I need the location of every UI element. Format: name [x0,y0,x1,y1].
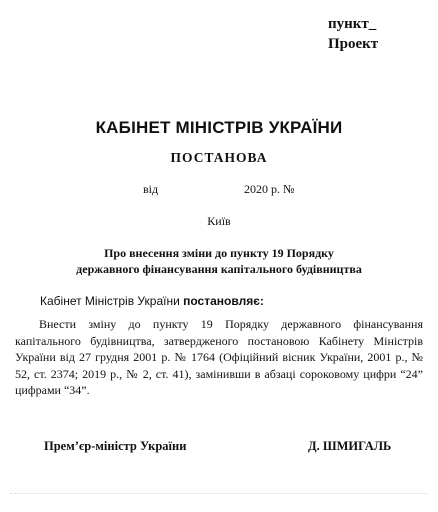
bottom-divider [10,493,428,494]
city-name: Київ [207,214,231,228]
corner-line-1: пункт_ [328,16,377,32]
resolves-line [40,294,264,308]
date-from-label: від [143,182,159,196]
corner-label [328,14,378,54]
signatory-name: Д. ШМИГАЛЬ [308,439,392,453]
resolution-heading [0,245,438,277]
body-paragraph: Внести зміну до пункту 19 Порядку державного фінансування капітального будівництва, затвердженого постановою Кабінету Міністрів України від 27 грудня 2001 р. № 1764 (Офіційний вісник України, 2001 р., № 52, ст. 2374; 2019 р., № 2, ст. 41), замінивши в абзаці сороковому цифри “24” цифрами “34”. [15,317,423,398]
heading-line-2: державного фінансування капітального будівництва [76,262,362,276]
date-year-number: 2020 р. № [244,182,295,196]
document-type: ПОСТАНОВА [170,150,268,165]
document-title: КАБІНЕТ МІНІСТРІВ УКРАЇНИ [95,118,343,137]
corner-line-2: Проект [328,36,379,52]
signatory-position: Прем’єр-міністр України [44,439,187,453]
heading-line-1: Про внесення зміни до пункту 19 Порядку [104,246,334,260]
resolves-verb: постановляє: [183,294,264,308]
resolves-subject: Кабінет Міністрів України [40,294,184,308]
